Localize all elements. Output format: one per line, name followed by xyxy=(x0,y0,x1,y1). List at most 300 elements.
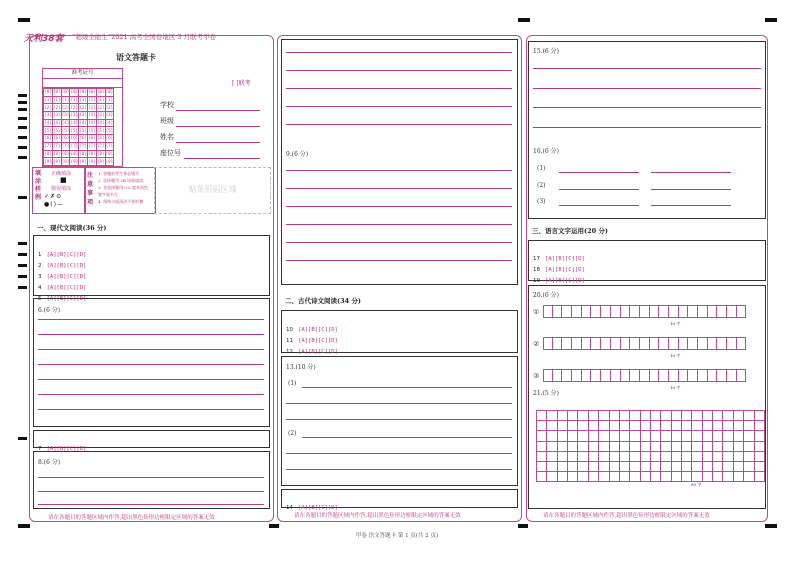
writing-cell[interactable] xyxy=(733,461,743,471)
writing-cell[interactable] xyxy=(713,411,723,421)
ticket-bubble[interactable]: [9] xyxy=(70,158,78,164)
wrong-fill-marks: ✓✗⊙ xyxy=(44,193,63,200)
ticket-bubble[interactable]: [0] xyxy=(105,89,114,95)
ticket-bubble[interactable]: [0] xyxy=(44,89,52,95)
field-seat[interactable] xyxy=(184,158,260,159)
ticket-bubble[interactable]: [8] xyxy=(61,150,70,156)
writing-cell[interactable] xyxy=(609,421,619,431)
writing-cell[interactable] xyxy=(671,461,681,471)
ticket-bubble[interactable]: [5] xyxy=(79,127,87,133)
ticket-bubble[interactable]: [6] xyxy=(70,135,78,141)
ticket-bubble[interactable]: [4] xyxy=(97,120,105,126)
writing-cell[interactable] xyxy=(547,441,557,451)
writing-cell[interactable] xyxy=(671,451,681,461)
ticket-bubble[interactable]: [2] xyxy=(79,104,87,110)
writing-cell[interactable] xyxy=(619,472,629,482)
ticket-bubble[interactable]: [2] xyxy=(61,104,70,110)
ticket-bubble[interactable]: [3] xyxy=(88,112,96,118)
answer-line[interactable] xyxy=(38,334,264,335)
writing-cell[interactable] xyxy=(702,421,712,431)
answer-line[interactable] xyxy=(286,70,512,71)
choice-row[interactable]: 11 [A][B][C][D] xyxy=(286,338,338,344)
writing-cell[interactable] xyxy=(682,461,692,471)
writing-cell[interactable] xyxy=(702,411,712,421)
writing-cell[interactable] xyxy=(702,441,712,451)
writing-cell[interactable] xyxy=(630,431,640,441)
writing-cell[interactable] xyxy=(713,421,723,431)
ticket-bubble[interactable]: [4] xyxy=(53,120,61,126)
writing-cell[interactable] xyxy=(568,411,578,421)
ticket-bubble[interactable]: [7] xyxy=(105,143,114,149)
ticket-bubble[interactable]: [5] xyxy=(105,127,114,133)
answer-line[interactable] xyxy=(38,379,264,380)
writing-cell[interactable] xyxy=(578,431,588,441)
ticket-bubble[interactable]: [1] xyxy=(44,97,52,103)
ticket-bubble[interactable]: [0] xyxy=(61,89,70,95)
ticket-bubble[interactable]: [6] xyxy=(79,135,87,141)
writing-cell[interactable] xyxy=(661,441,671,451)
writing-cell[interactable] xyxy=(599,431,609,441)
ticket-bubble[interactable]: [1] xyxy=(105,97,114,103)
writing-cell[interactable] xyxy=(754,441,764,451)
writing-cell[interactable] xyxy=(733,411,743,421)
writing-cell[interactable] xyxy=(723,472,733,482)
choice-row[interactable]: 17 [A][B][C][D] xyxy=(533,256,585,262)
writing-cell[interactable] xyxy=(682,431,692,441)
writing-cell[interactable] xyxy=(537,451,547,461)
ticket-bubble[interactable]: [6] xyxy=(53,135,61,141)
writing-cell[interactable] xyxy=(609,441,619,451)
choice-row[interactable]: 10 [A][B][C][D] xyxy=(286,327,338,333)
writing-grid-q21[interactable] xyxy=(536,410,765,482)
answer-line[interactable] xyxy=(286,52,512,53)
ticket-bubble[interactable]: [5] xyxy=(88,127,96,133)
ticket-bubbles[interactable] xyxy=(43,88,122,166)
writing-cell[interactable] xyxy=(578,441,588,451)
writing-cell[interactable] xyxy=(723,421,733,431)
writing-cell[interactable] xyxy=(547,461,557,471)
ticket-bubble[interactable]: [3] xyxy=(61,112,70,118)
answer-box-q13 xyxy=(281,356,518,486)
ticket-bubble[interactable]: [5] xyxy=(70,127,78,133)
writing-cell[interactable] xyxy=(609,451,619,461)
writing-cell[interactable] xyxy=(733,472,743,482)
ticket-bubble[interactable]: [7] xyxy=(61,143,70,149)
question-label-q13-2: (2) xyxy=(288,430,297,437)
writing-cell[interactable] xyxy=(588,411,598,421)
choice-row[interactable]: 1 [A][B][C][D] xyxy=(38,252,87,258)
writing-cell[interactable] xyxy=(588,421,598,431)
writing-cell[interactable] xyxy=(671,411,681,421)
answer-line[interactable] xyxy=(286,88,512,89)
char-cells-row-1[interactable] xyxy=(543,305,746,318)
writing-cell[interactable] xyxy=(754,411,764,421)
writing-cell[interactable] xyxy=(650,431,660,441)
writing-cell[interactable] xyxy=(713,451,723,461)
writing-cell[interactable] xyxy=(630,441,640,451)
ticket-bubble[interactable]: [2] xyxy=(70,104,78,110)
ticket-bubble[interactable]: [9] xyxy=(44,158,52,164)
ticket-bubble[interactable]: [7] xyxy=(97,143,105,149)
writing-cell[interactable] xyxy=(630,411,640,421)
answer-line[interactable] xyxy=(286,260,512,261)
writing-cell[interactable] xyxy=(650,441,660,451)
answer-line[interactable] xyxy=(286,106,512,107)
writing-cell[interactable] xyxy=(661,472,671,482)
writing-cell[interactable] xyxy=(733,421,743,431)
notes-label: 注意事项 xyxy=(87,172,94,206)
writing-cell[interactable] xyxy=(630,472,640,482)
writing-cell[interactable] xyxy=(619,441,629,451)
writing-cell[interactable] xyxy=(547,421,557,431)
answer-line[interactable] xyxy=(559,205,639,206)
writing-cell[interactable] xyxy=(713,441,723,451)
ticket-bubble[interactable]: [7] xyxy=(53,143,61,149)
writing-cell[interactable] xyxy=(537,421,547,431)
ticket-bubble[interactable]: [0] xyxy=(79,89,87,95)
ticket-bubble[interactable]: [2] xyxy=(53,104,61,110)
writing-cell[interactable] xyxy=(630,451,640,461)
writing-cell[interactable] xyxy=(630,461,640,471)
writing-cell[interactable] xyxy=(578,421,588,431)
ticket-bubble[interactable]: [2] xyxy=(97,104,105,110)
writing-cell[interactable] xyxy=(557,461,567,471)
ticket-bubble[interactable]: [1] xyxy=(88,97,96,103)
writing-cell[interactable] xyxy=(713,472,723,482)
answer-line[interactable] xyxy=(38,394,264,395)
ticket-bubble[interactable]: [5] xyxy=(53,127,61,133)
ticket-bubble[interactable]: [0] xyxy=(97,89,105,95)
writing-cell[interactable] xyxy=(609,411,619,421)
writing-cell[interactable] xyxy=(568,472,578,482)
writing-cell[interactable] xyxy=(557,472,567,482)
writing-cell[interactable] xyxy=(640,421,650,431)
writing-cell[interactable] xyxy=(744,431,754,441)
ticket-bubble[interactable]: [9] xyxy=(88,158,96,164)
writing-cell[interactable] xyxy=(671,441,681,451)
writing-cell[interactable] xyxy=(650,421,660,431)
ticket-bubble[interactable]: [4] xyxy=(88,120,96,126)
writing-cell[interactable] xyxy=(733,441,743,451)
ticket-bubble[interactable]: [6] xyxy=(97,135,105,141)
writing-cell[interactable] xyxy=(599,441,609,451)
writing-cell[interactable] xyxy=(547,451,557,461)
ticket-bubble[interactable]: [9] xyxy=(79,158,87,164)
answer-line[interactable] xyxy=(651,189,731,190)
writing-cell[interactable] xyxy=(609,431,619,441)
answer-line[interactable] xyxy=(38,477,264,478)
writing-cell[interactable] xyxy=(578,451,588,461)
writing-cell[interactable] xyxy=(692,431,702,441)
ticket-bubble[interactable]: [2] xyxy=(88,104,96,110)
answer-line[interactable] xyxy=(286,224,512,225)
ticket-bubble[interactable]: [9] xyxy=(53,158,61,164)
writing-cell[interactable] xyxy=(744,461,754,471)
ticket-bubble[interactable]: [3] xyxy=(79,112,87,118)
writing-cell[interactable] xyxy=(619,411,629,421)
ticket-bubble[interactable]: [0] xyxy=(70,89,78,95)
ticket-bubble[interactable]: [1] xyxy=(97,97,105,103)
ticket-bubble[interactable]: [7] xyxy=(79,143,87,149)
answer-line[interactable] xyxy=(286,188,512,189)
writing-cell[interactable] xyxy=(713,461,723,471)
writing-cell[interactable] xyxy=(609,472,619,482)
ticket-bubble[interactable]: [3] xyxy=(44,112,52,118)
writing-cell[interactable] xyxy=(733,451,743,461)
writing-cell[interactable] xyxy=(568,421,578,431)
choice-row[interactable]: 4 [A][B][C][D] xyxy=(38,285,87,291)
writing-cell[interactable] xyxy=(547,431,557,441)
ticket-bubble[interactable]: [4] xyxy=(44,120,52,126)
field-name[interactable] xyxy=(176,142,260,143)
choice-row[interactable]: 14 [A][B][C][D] xyxy=(286,505,338,511)
writing-cell[interactable] xyxy=(537,472,547,482)
field-class[interactable] xyxy=(176,126,260,127)
writing-cell[interactable] xyxy=(650,461,660,471)
ticket-bubble[interactable]: [8] xyxy=(44,150,52,156)
writing-cell[interactable] xyxy=(578,472,588,482)
writing-cell[interactable] xyxy=(557,431,567,441)
answer-line[interactable] xyxy=(38,491,264,492)
writing-cell[interactable] xyxy=(661,411,671,421)
writing-cell[interactable] xyxy=(588,461,598,471)
writing-cell[interactable] xyxy=(682,421,692,431)
ticket-bubble[interactable]: [2] xyxy=(44,104,52,110)
choice-box-7 xyxy=(33,430,270,452)
answer-line[interactable] xyxy=(651,205,731,206)
writing-cell[interactable] xyxy=(568,431,578,441)
choice-row[interactable]: 3 [A][B][C][D] xyxy=(38,274,87,280)
choice-row[interactable]: 19 [A][B][C][D] xyxy=(533,278,585,284)
writing-cell[interactable] xyxy=(619,431,629,441)
writing-cell[interactable] xyxy=(744,472,754,482)
ticket-bubble[interactable]: [8] xyxy=(105,150,114,156)
ticket-bubble[interactable]: [0] xyxy=(53,89,61,95)
writing-cell[interactable] xyxy=(671,421,681,431)
ticket-bubble[interactable]: [2] xyxy=(105,104,114,110)
writing-cell[interactable] xyxy=(537,431,547,441)
writing-cell[interactable] xyxy=(682,451,692,461)
answer-line[interactable] xyxy=(286,206,512,207)
writing-cell[interactable] xyxy=(640,441,650,451)
writing-cell[interactable] xyxy=(640,431,650,441)
writing-cell[interactable] xyxy=(640,472,650,482)
answer-line[interactable] xyxy=(302,437,512,438)
writing-cell[interactable] xyxy=(557,451,567,461)
choice-row[interactable]: 18 [A][B][C][D] xyxy=(533,267,585,273)
ticket-bubble[interactable]: [4] xyxy=(79,120,87,126)
writing-cell[interactable] xyxy=(547,472,557,482)
writing-cell[interactable] xyxy=(588,431,598,441)
writing-cell[interactable] xyxy=(578,461,588,471)
ticket-bubble[interactable]: [1] xyxy=(79,97,87,103)
writing-cell[interactable] xyxy=(682,411,692,421)
answer-line[interactable] xyxy=(533,107,761,108)
ticket-bubble[interactable]: [4] xyxy=(70,120,78,126)
writing-cell[interactable] xyxy=(588,451,598,461)
answer-line[interactable] xyxy=(286,124,512,125)
choice-row[interactable]: 7 [A][B][C][D] xyxy=(38,446,87,452)
writing-cell[interactable] xyxy=(744,441,754,451)
field-school[interactable] xyxy=(176,110,260,111)
writing-cell[interactable] xyxy=(754,472,764,482)
writing-cell[interactable] xyxy=(692,411,702,421)
writing-cell[interactable] xyxy=(599,411,609,421)
answer-line[interactable] xyxy=(559,172,639,173)
answer-line[interactable] xyxy=(286,403,512,404)
writing-cell[interactable] xyxy=(630,421,640,431)
ticket-bubble[interactable]: [8] xyxy=(79,150,87,156)
writing-cell[interactable] xyxy=(588,441,598,451)
writing-cell[interactable] xyxy=(557,411,567,421)
ticket-bubble[interactable]: [7] xyxy=(70,143,78,149)
writing-cell[interactable] xyxy=(754,451,764,461)
answer-line[interactable] xyxy=(559,189,639,190)
choice-row[interactable]: 2 [A][B][C][D] xyxy=(38,263,87,269)
writing-cell[interactable] xyxy=(661,461,671,471)
note-4: 4. 保持卡面清洁不要折叠 xyxy=(98,199,144,204)
writing-cell[interactable] xyxy=(702,451,712,461)
writing-cell[interactable] xyxy=(671,431,681,441)
writing-cell[interactable] xyxy=(723,461,733,471)
writing-cell[interactable] xyxy=(619,461,629,471)
writing-cell[interactable] xyxy=(650,411,660,421)
answer-line[interactable] xyxy=(651,172,731,173)
answer-line[interactable] xyxy=(533,127,761,128)
ticket-bubble[interactable]: [9] xyxy=(61,158,70,164)
answer-line[interactable] xyxy=(286,453,512,454)
ticket-bubble[interactable]: [1] xyxy=(61,97,70,103)
writing-cell[interactable] xyxy=(599,461,609,471)
ticket-bubble[interactable]: [3] xyxy=(53,112,61,118)
writing-cell[interactable] xyxy=(557,441,567,451)
ticket-bubble[interactable]: [4] xyxy=(105,120,114,126)
writing-cell[interactable] xyxy=(640,411,650,421)
writing-cell[interactable] xyxy=(650,472,660,482)
answer-line[interactable] xyxy=(286,170,512,171)
answer-line[interactable] xyxy=(533,68,761,69)
answer-line[interactable] xyxy=(286,419,512,420)
writing-cell[interactable] xyxy=(619,451,629,461)
ticket-bubble[interactable]: [0] xyxy=(88,89,96,95)
writing-cell[interactable] xyxy=(702,461,712,471)
writing-cell[interactable] xyxy=(557,421,567,431)
answer-line[interactable] xyxy=(38,364,264,365)
q20-limit-3: 10 字 xyxy=(670,385,681,390)
writing-cell[interactable] xyxy=(692,421,702,431)
writing-cell[interactable] xyxy=(599,472,609,482)
choice-row[interactable]: 5 [A][B][C][D] xyxy=(38,296,87,302)
writing-cell[interactable] xyxy=(682,441,692,451)
writing-cell[interactable] xyxy=(640,451,650,461)
writing-cell[interactable] xyxy=(723,441,733,451)
char-cells-row-3[interactable] xyxy=(543,369,746,382)
writing-cell[interactable] xyxy=(650,451,660,461)
writing-cell[interactable] xyxy=(754,421,764,431)
answer-line[interactable] xyxy=(38,319,264,320)
answer-line[interactable] xyxy=(286,469,512,470)
writing-cell[interactable] xyxy=(537,411,547,421)
writing-cell[interactable] xyxy=(744,411,754,421)
ticket-bubble[interactable]: [6] xyxy=(105,135,114,141)
writing-cell[interactable] xyxy=(588,472,598,482)
writing-cell[interactable] xyxy=(754,431,764,441)
writing-cell[interactable] xyxy=(692,451,702,461)
ticket-bubble[interactable]: [6] xyxy=(88,135,96,141)
ticket-bubble[interactable]: [5] xyxy=(61,127,70,133)
char-cells-row-2[interactable] xyxy=(543,337,746,350)
writing-cell[interactable] xyxy=(609,461,619,471)
ticket-bubble[interactable]: [1] xyxy=(70,97,78,103)
writing-cell[interactable] xyxy=(568,441,578,451)
answer-line[interactable] xyxy=(286,242,512,243)
writing-cell[interactable] xyxy=(744,421,754,431)
answer-line[interactable] xyxy=(533,88,761,89)
answer-line[interactable] xyxy=(38,349,264,350)
answer-line[interactable] xyxy=(38,409,264,410)
writing-cell[interactable] xyxy=(568,461,578,471)
writing-cell[interactable] xyxy=(661,431,671,441)
writing-cell[interactable] xyxy=(547,411,557,421)
ticket-bubble[interactable]: [9] xyxy=(97,158,105,164)
writing-cell[interactable] xyxy=(744,451,754,461)
ticket-bubble[interactable]: [3] xyxy=(97,112,105,118)
writing-cell[interactable] xyxy=(568,451,578,461)
ticket-bubble[interactable]: [3] xyxy=(70,112,78,118)
writing-cell[interactable] xyxy=(733,431,743,441)
ticket-bubble[interactable]: [7] xyxy=(88,143,96,149)
choice-row[interactable]: 12 [A][B][C][D] xyxy=(286,349,338,355)
ticket-bubble[interactable]: [6] xyxy=(44,135,52,141)
writing-cell[interactable] xyxy=(640,461,650,471)
writing-cell[interactable] xyxy=(537,441,547,451)
ticket-bubble[interactable]: [8] xyxy=(53,150,61,156)
writing-cell[interactable] xyxy=(692,461,702,471)
ticket-bubble[interactable]: [5] xyxy=(44,127,52,133)
writing-cell[interactable] xyxy=(599,421,609,431)
writing-cell[interactable] xyxy=(754,461,764,471)
writing-cell[interactable] xyxy=(723,431,733,441)
writing-cell[interactable] xyxy=(692,441,702,451)
ticket-bubble[interactable]: [8] xyxy=(70,150,78,156)
ticket-bubble[interactable]: [8] xyxy=(88,150,96,156)
answer-line[interactable] xyxy=(302,387,512,388)
writing-cell[interactable] xyxy=(702,431,712,441)
writing-cell[interactable] xyxy=(619,421,629,431)
writing-cell[interactable] xyxy=(661,451,671,461)
writing-cell[interactable] xyxy=(713,431,723,441)
ticket-bubble[interactable]: [8] xyxy=(97,150,105,156)
ticket-bubble[interactable]: [4] xyxy=(61,120,70,126)
writing-cell[interactable] xyxy=(702,472,712,482)
writing-cell[interactable] xyxy=(578,411,588,421)
ticket-bubble[interactable]: [1] xyxy=(53,97,61,103)
writing-cell[interactable] xyxy=(661,421,671,431)
brand-logo: 天利38套 xyxy=(24,34,64,44)
writing-cell[interactable] xyxy=(723,411,733,421)
ticket-bubble[interactable]: [7] xyxy=(44,143,52,149)
ticket-bubble[interactable]: [6] xyxy=(61,135,70,141)
question-label-q21: 21.(5 分) xyxy=(533,390,559,397)
ticket-bubble[interactable]: [3] xyxy=(105,112,114,118)
writing-cell[interactable] xyxy=(723,451,733,461)
ticket-bubble[interactable]: [5] xyxy=(97,127,105,133)
ticket-bubble[interactable]: [9] xyxy=(105,158,114,164)
writing-cell[interactable] xyxy=(537,461,547,471)
writing-cell[interactable] xyxy=(671,472,681,482)
writing-cell[interactable] xyxy=(599,451,609,461)
answer-line[interactable] xyxy=(38,504,264,505)
